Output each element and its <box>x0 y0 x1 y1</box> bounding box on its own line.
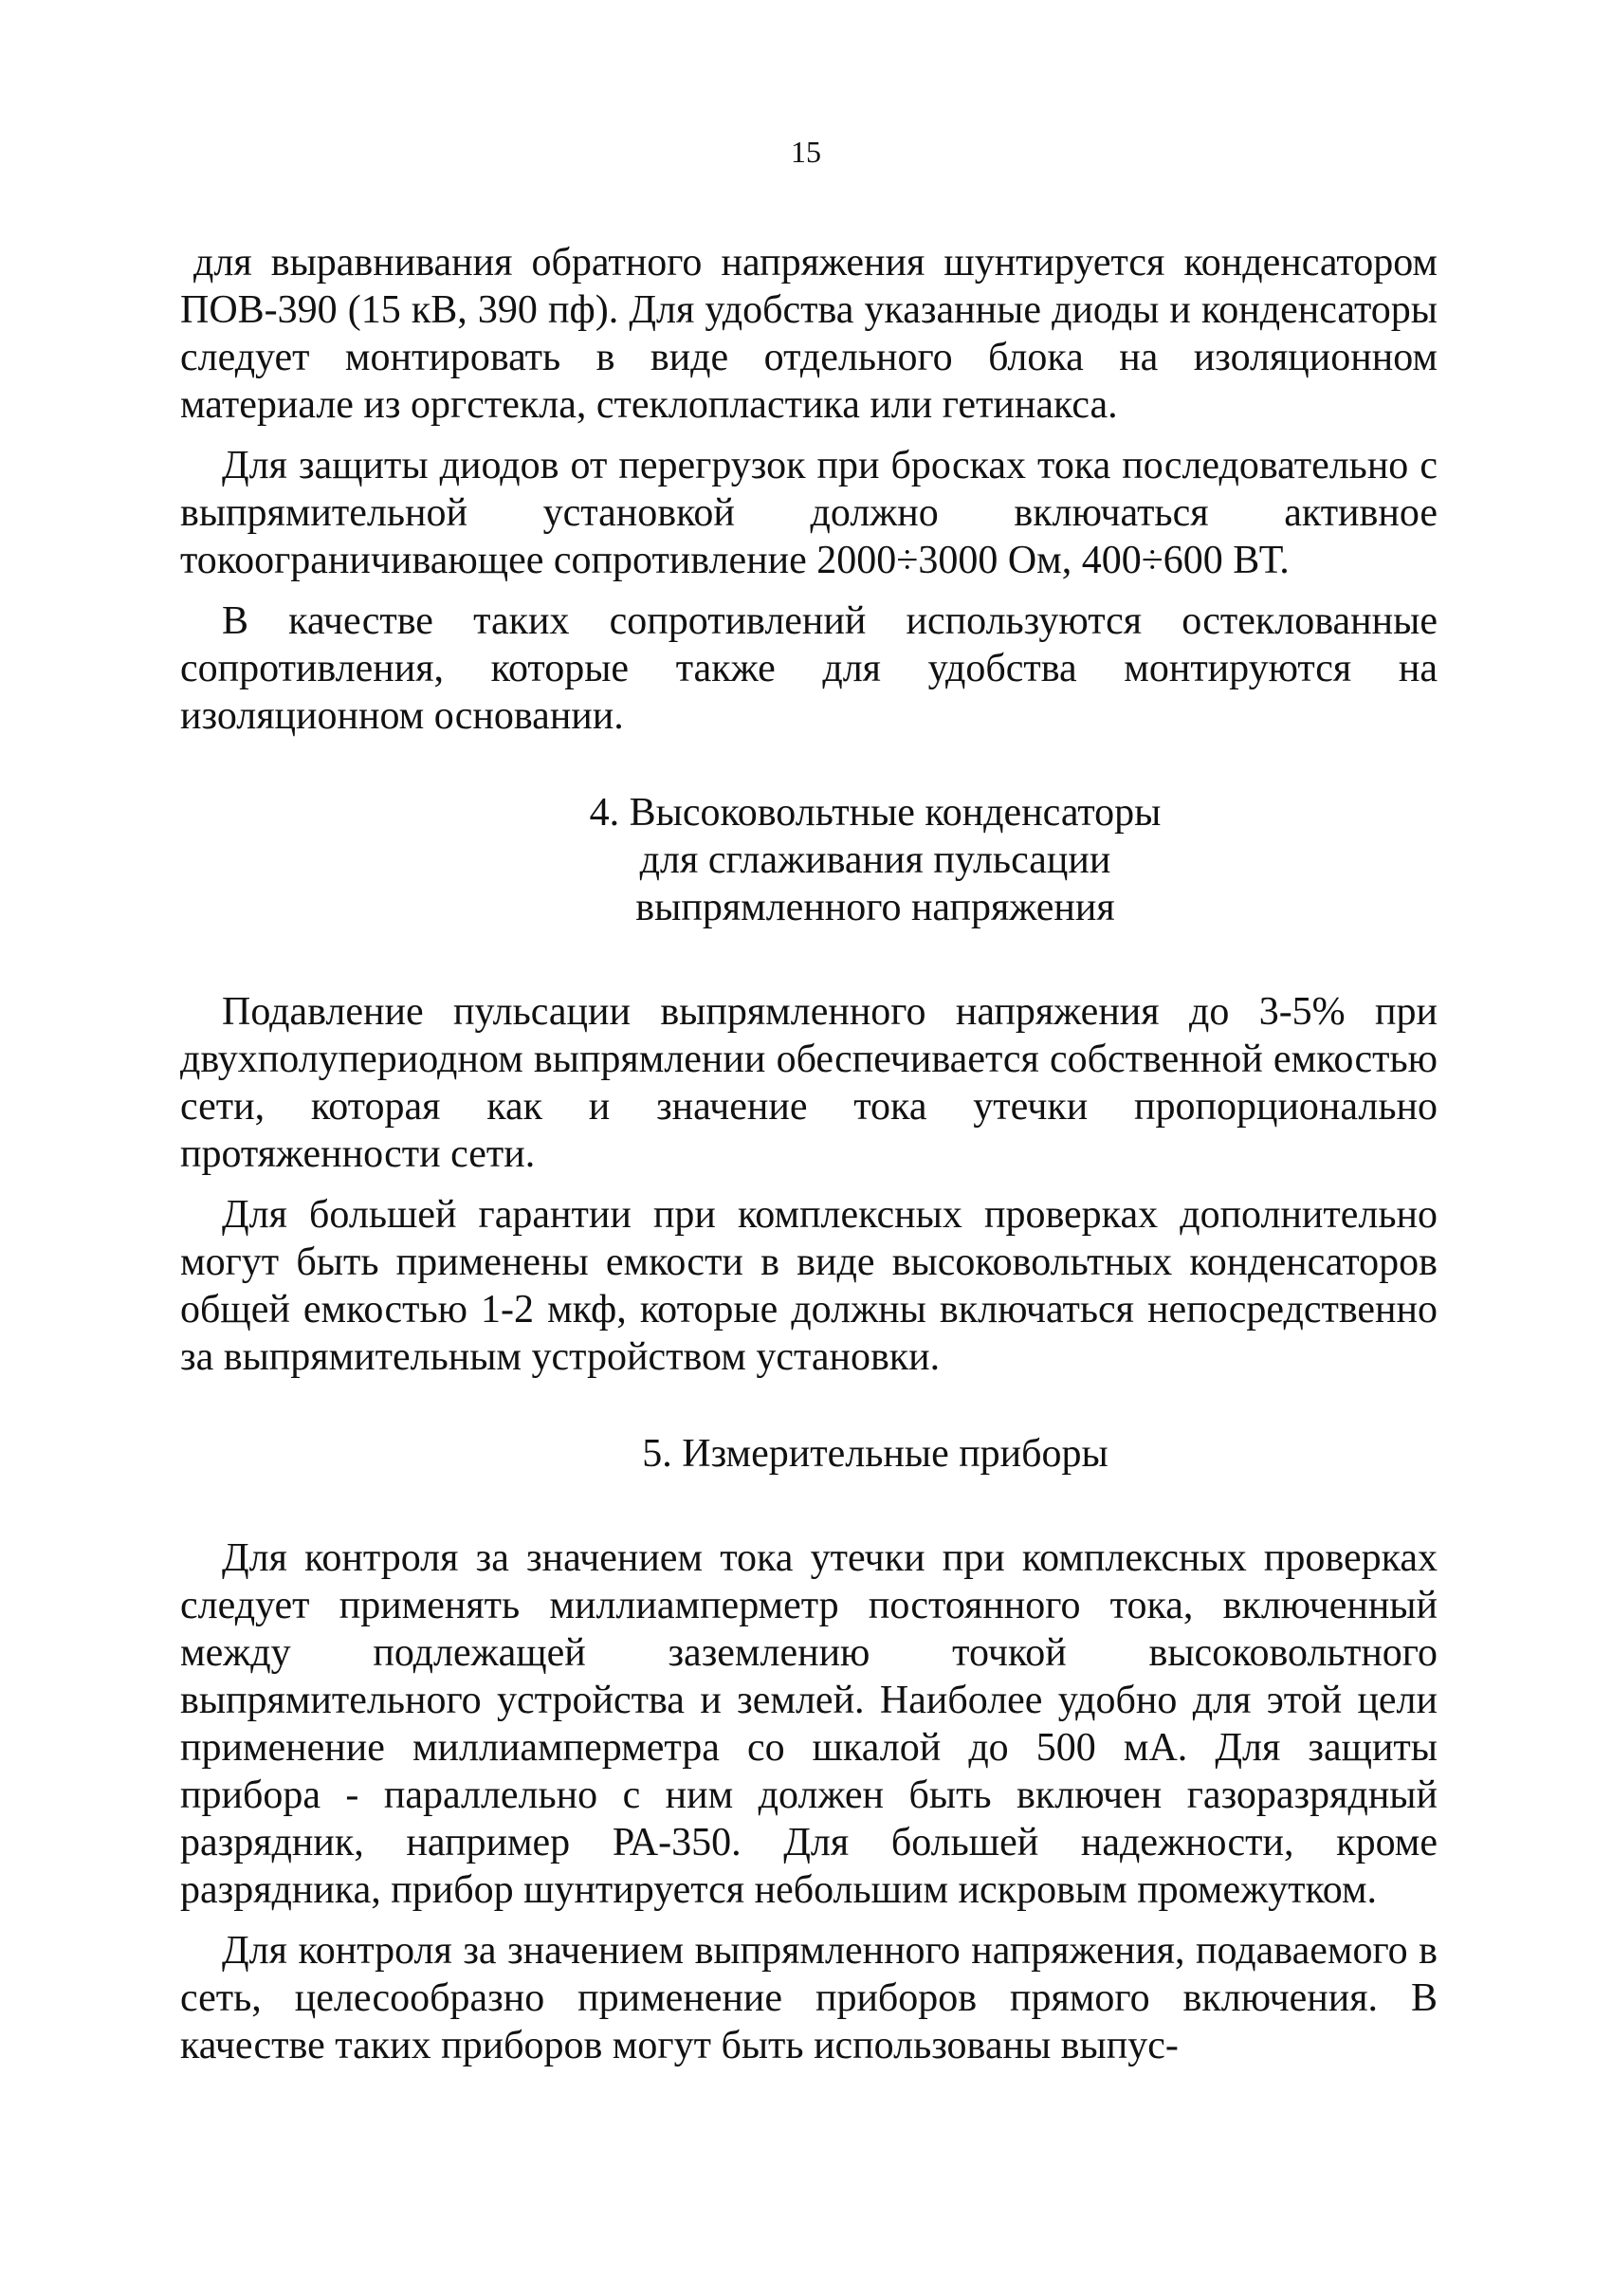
section-4-heading-line-1: 4. Высоковольтные конденсаторы <box>589 791 1162 835</box>
page-number: 15 <box>791 135 821 169</box>
paragraph-glazed-resistors: В качестве таких сопротивлений используются остеклованные сопротивления, которые также для удобства монтируются на изоляционном основании. <box>180 599 1438 738</box>
paragraph-diode-shunting: для выравнивания обратного напряжения шунтируется конденсатором ПОВ-390 (15 кВ, 390 пф). Для удобства указанные диоды и конденсаторы следует монтировать в виде отдельного блока на изоляционном материале из оргстекла, стеклопластика или гетинакса. <box>180 241 1438 427</box>
section-4-heading-line-3: выпрямленного напряжения <box>635 886 1115 929</box>
page-body <box>180 239 1438 2083</box>
section-4-heading <box>180 789 1438 931</box>
section-4-heading-line-2: для сглаживания пульсации <box>639 838 1111 882</box>
section-5-heading: 5. Измерительные приборы <box>642 1432 1108 1476</box>
paragraph-additional-capacitors: Для большей гарантии при комплексных проверках дополнительно могут быть применены емкости в виде высоковольтных конденсаторов общей емкостью 1-2 мкф, которые должны включаться непосредственно за выпрямительным устройством установки. <box>180 1193 1438 1379</box>
paragraph-voltage-meter: Для контроля за значением выпрямленного напряжения, подаваемого в сеть, целесообразно применение приборов прямого включения. В качестве таких приборов могут быть использованы выпус- <box>180 1929 1438 2067</box>
paragraph-leakage-current-meter: Для контроля за значением тока утечки при комплексных проверках следует применять миллиамперметр постоянного тока, включенный между подлежащей заземлению точкой высоковольтного выпрямительного устройства и землей. Наиболее удобно для этой цели применение миллиамперметра со шкалой до 500 мА. Для защиты прибора - параллельно с ним должен быть включен газоразрядный разрядник, например РА-350. Для большей надежности, кроме разрядника, прибор шунтируется небольшим искровым промежутком. <box>180 1536 1438 1912</box>
paragraph-overload-protection: Для защиты диодов от перегрузок при бросках тока последовательно с выпрямительной установкой должно включаться активное токоограничивающее сопротивление 2000÷3000 Ом, 400÷600 ВТ. <box>180 444 1438 582</box>
paragraph-ripple-suppression: Подавление пульсации выпрямленного напряжения до 3-5% при двухполупериодном выпрямлении обеспечивается собственной емкостью сети, которая как и значение тока утечки пропорционально протяженности сети. <box>180 990 1438 1176</box>
